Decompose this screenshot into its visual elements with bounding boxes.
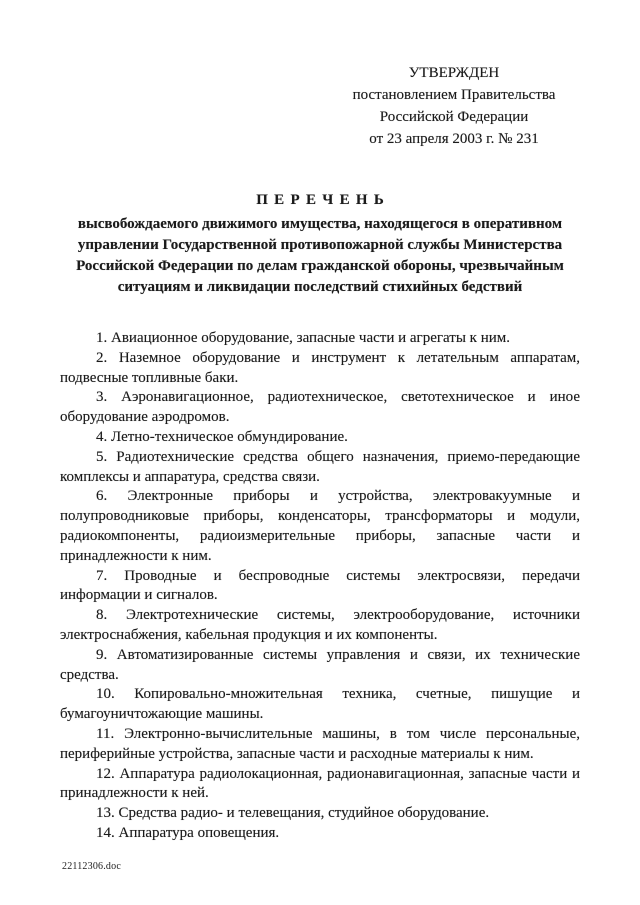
list-item: 14. Аппаратура оповещения.	[96, 824, 280, 841]
list-item: 1. Авиационное оборудование, запасные части и агрегаты к ним.	[96, 330, 510, 346]
list-item: 2. Наземное оборудование и инструмент к летательным аппаратам, подвесные топливные баки.	[60, 349, 580, 386]
footer-filename: 22112306.doc	[62, 861, 121, 872]
list-item: 4. Летно-техническое обмундирование.	[96, 428, 348, 445]
approval-line: от 23 апреля 2003 г. № 231	[369, 131, 539, 147]
document-title: ПЕРЕЧЕНЬ	[256, 192, 391, 208]
approval-line: Российской Федерации	[379, 109, 529, 125]
list-item: 13. Средства радио- и телевещания, студийное оборудование.	[96, 805, 490, 822]
approval-block	[346, 62, 562, 150]
approval-line: постановлением Правительства	[352, 87, 556, 103]
list-item: 7. Проводные и беспроводные системы электросвязи, передачи информации и сигналов.	[60, 567, 580, 604]
list-item: 8. Электротехнические системы, электрооборудование, источники электроснабжения, кабельная продукция и их компоненты.	[60, 607, 580, 643]
list-item: 10. Копировально-множительная техника, счетные, пишущие и бумагоуничтожающие машины.	[60, 686, 580, 723]
list-item: 9. Автоматизированные системы управления и связи, их технические средства.	[60, 646, 580, 683]
list-item: 3. Аэронавигационное, радиотехническое, светотехническое и иное оборудование аэродромов.	[60, 389, 580, 426]
list-item: 12. Аппаратура радиолокационная, радионавигационная, запасные части и принадлежности к ней.	[60, 765, 580, 802]
list-item: 11. Электронно-вычислительные машины, в том числе персональные, периферийные устройства, запасные части и расходные материалы к ним.	[60, 725, 580, 762]
document-subtitle: высвобождаемого движимого имущества, находящегося в оперативном управлении Государственной противопожарной службы Министерства Российской Федерации по делам гражданской обороны, чрезвычайным ситуациям и ликвидации последствий стихийных бедствий	[76, 216, 564, 295]
list-item: 5. Радиотехнические средства общего назначения, приемо-передающие комплексы и аппаратура, средства связи.	[60, 448, 580, 485]
list-item: 6. Электронные приборы и устройства, электровакуумные и полупроводниковые приборы, конденсаторы, трансформаторы и модули, радиокомпоненты, радиоизмерительные приборы, запасные части и принадлежности к ним.	[60, 488, 580, 564]
numbered-list	[60, 329, 580, 844]
approval-line: УТВЕРЖДЕН	[408, 65, 500, 81]
